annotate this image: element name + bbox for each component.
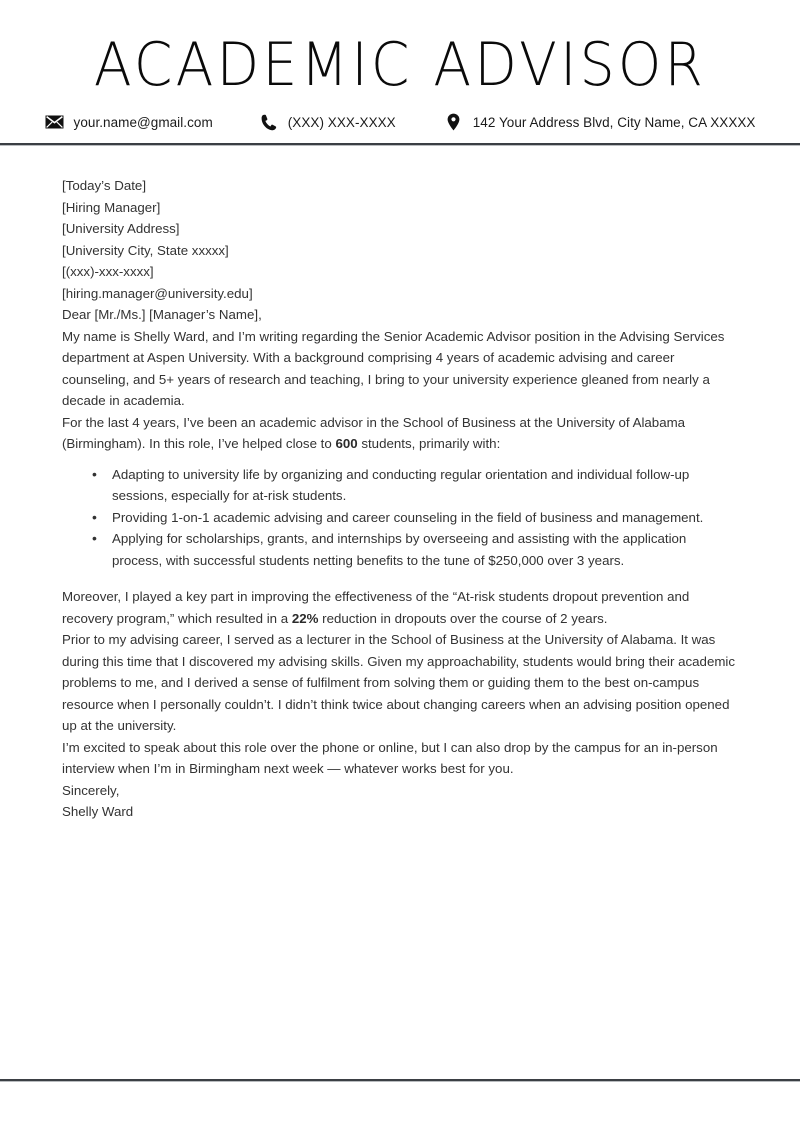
phone-icon	[259, 113, 279, 131]
achievements-list	[62, 464, 738, 572]
contact-address-text: 142 Your Address Blvd, City Name, CA XXXXX	[472, 114, 756, 130]
letter-body	[0, 145, 800, 823]
closing-text: Sincerely,	[62, 782, 120, 798]
recipient-line: [(xxx)-xxx-xxxx]	[62, 264, 154, 279]
contact-item-email	[45, 113, 213, 131]
page-title: ACADEMIC ADVISOR	[93, 30, 707, 100]
contact-email-text: your.name@gmail.com	[73, 114, 213, 130]
body-paragraph-4: Prior to my advising career, I served as a lecturer in the School of Business at the University of Alabama. It was during this time that I discovered my advising skills. Given my approachability, students would bring their academic problems to me, and I derived a sense of fulfilment from solving them or guiding them to the best on-campus resource when I personally couldn’t. I didn’t think twice about changing careers when an advising position opened up at the university.	[62, 632, 736, 733]
body-paragraph-2	[62, 412, 738, 455]
reduction-percent-highlight: 22%	[291, 610, 319, 626]
recipient-line: [University City, State xxxxx]	[62, 242, 229, 258]
paragraph-3-text-before: Moreover, I played a key part in improving the effectiveness of the “At-risk students dropout prevention and recovery program,” which resulted in a	[62, 589, 690, 626]
body-paragraph-3	[62, 586, 738, 629]
signature-name: Shelly Ward	[62, 804, 134, 819]
contact-phone-text: (XXX) XXX-XXXX	[287, 114, 396, 130]
list-item: • Adapting to university life by organizing and conducting regular orientation and individual follow-up sessions, especially for at-risk students.	[92, 464, 738, 507]
paragraph-3-text-after: reduction in dropouts over the course of 2 years.	[318, 610, 608, 626]
recipient-line: [Hiring Manager]	[62, 199, 161, 215]
footer-divider	[0, 1079, 800, 1081]
salutation: Dear [Mr./Ms.] [Manager’s Name],	[62, 307, 262, 322]
paragraph-2-text-after: students, primarily with:	[357, 436, 501, 451]
location-pin-icon	[444, 113, 464, 131]
list-item: • Providing 1-on-1 academic advising and career counseling in the field of business and management.	[92, 507, 738, 529]
recipient-line: [University Address]	[62, 221, 180, 236]
envelope-icon	[45, 113, 65, 131]
recipient-line: [hiring.manager@university.edu]	[62, 285, 253, 301]
body-paragraph-1: My name is Shelly Ward, and I’m writing regarding the Senior Academic Advisor position in the Advising Services department at Aspen University. With a background comprising 4 years of academic advising and career counseling, and 5+ years of research and teaching, I bring to your university experience gleaned from nearly a decade in academia.	[62, 328, 725, 408]
signature-block	[62, 780, 738, 823]
body-paragraph-5: I’m excited to speak about this role over the phone or online, but I can also drop by the campus for an in-person interview when I’m in Birmingham next week — whatever works best for you.	[62, 739, 718, 776]
contact-info-row	[0, 113, 800, 131]
recipient-address-block	[62, 197, 738, 305]
letter-date: [Today’s Date]	[62, 178, 147, 193]
paragraph-2-text-before: For the last 4 years, I’ve been an academic advisor in the School of Business at the University of Alabama (Birmingham). In this role, I’ve helped close to	[62, 414, 686, 451]
letter-header	[0, 0, 800, 145]
contact-item-address	[444, 113, 756, 131]
contact-item-phone	[259, 113, 396, 131]
list-item: • Applying for scholarships, grants, and internships by overseeing and assisting with the application process, with successful students netting benefits to the tune of $250,000 over 3 years.	[92, 528, 738, 571]
students-count-highlight: 600	[335, 436, 358, 451]
